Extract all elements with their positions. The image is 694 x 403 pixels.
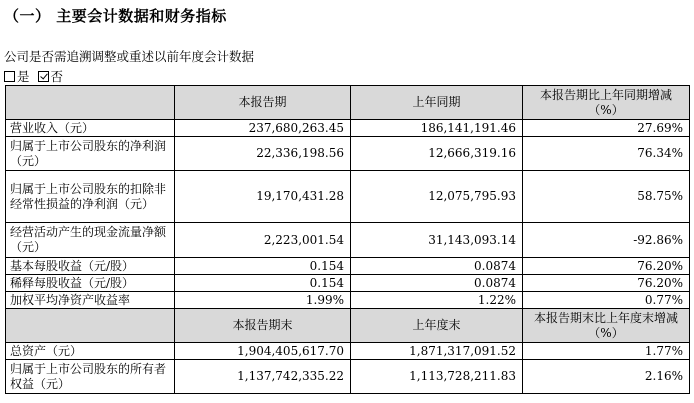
header-cell-blank (6, 86, 175, 120)
current-value: 0.154 (175, 258, 351, 275)
checkbox-yes[interactable] (4, 71, 15, 82)
row-label: 总资产（元） (6, 343, 175, 360)
current-value: 1.99% (175, 292, 351, 309)
row-label: 归属于上市公司股东的扣除非经常性损益的净利润（元） (6, 171, 175, 223)
choice-no[interactable] (38, 67, 64, 85)
prior-value: 1,871,317,091.52 (351, 343, 523, 360)
row-label: 稀释每股收益（元/股） (6, 275, 175, 292)
current-value: 1,904,405,617.70 (175, 343, 351, 360)
prior-value: 12,075,795.93 (351, 171, 523, 223)
change-value: 1.77% (523, 343, 690, 360)
prior-value: 0.0874 (351, 258, 523, 275)
table-row (6, 120, 690, 137)
prior-value: 31,143,093.14 (351, 223, 523, 258)
table-row (6, 343, 690, 360)
current-value: 22,336,198.56 (175, 137, 351, 171)
change-value: 58.75% (523, 171, 690, 223)
choice-no-label: 否 (50, 69, 64, 84)
restatement-question: 公司是否需追溯调整或重述以前年度会计数据 (4, 49, 255, 64)
header-current-period: 本报告期 (175, 86, 351, 120)
checkbox-no-checked[interactable] (38, 71, 49, 82)
table-row (6, 223, 690, 258)
change-value: 76.20% (523, 275, 690, 292)
row-label: 基本每股收益（元/股） (6, 258, 175, 275)
header-period-end: 本报告期末 (175, 309, 351, 343)
header-prior-year-end: 上年度末 (351, 309, 523, 343)
table-row (6, 275, 690, 292)
header-change-pct: 本报告期比上年同期增减（%） (523, 86, 690, 120)
choice-yes-label: 是 (17, 69, 30, 84)
change-value: 76.34% (523, 137, 690, 171)
choice-yes[interactable] (4, 67, 30, 85)
row-label: 经营活动产生的现金流量净额（元） (6, 223, 175, 258)
change-value: 2.16% (523, 360, 690, 394)
current-value: 19,170,431.28 (175, 171, 351, 223)
current-value: 237,680,263.45 (175, 120, 351, 137)
change-value: 76.20% (523, 258, 690, 275)
header-change-pct: 本报告期末比上年度末增减（%） (523, 309, 690, 343)
table-row (6, 292, 690, 309)
prior-value: 1.22% (351, 292, 523, 309)
current-value: 2,223,001.54 (175, 223, 351, 258)
row-label: 归属于上市公司股东的净利润（元） (6, 137, 175, 171)
table-row (6, 258, 690, 275)
restatement-choices (4, 67, 69, 85)
prior-value: 0.0874 (351, 275, 523, 292)
financial-data-table (5, 85, 690, 394)
row-label: 营业收入（元） (6, 120, 175, 137)
table-row (6, 137, 690, 171)
change-value: 0.77% (523, 292, 690, 309)
prior-value: 12,666,319.16 (351, 137, 523, 171)
table-row (6, 171, 690, 223)
current-value: 0.154 (175, 275, 351, 292)
table1-header-row (6, 86, 690, 120)
prior-value: 186,141,191.46 (351, 120, 523, 137)
row-label: 加权平均净资产收益率 (6, 292, 175, 309)
table-row (6, 360, 690, 394)
prior-value: 1,113,728,211.83 (351, 360, 523, 394)
row-label: 归属于上市公司股东的所有者权益（元） (6, 360, 175, 394)
change-value: 27.69% (523, 120, 690, 137)
section-title: （一） 主要会计数据和财务指标 (4, 7, 227, 25)
change-value: -92.86% (523, 223, 690, 258)
header-cell-blank (6, 309, 175, 343)
table2-header-row (6, 309, 690, 343)
header-prior-period: 上年同期 (351, 86, 523, 120)
current-value: 1,137,742,335.22 (175, 360, 351, 394)
